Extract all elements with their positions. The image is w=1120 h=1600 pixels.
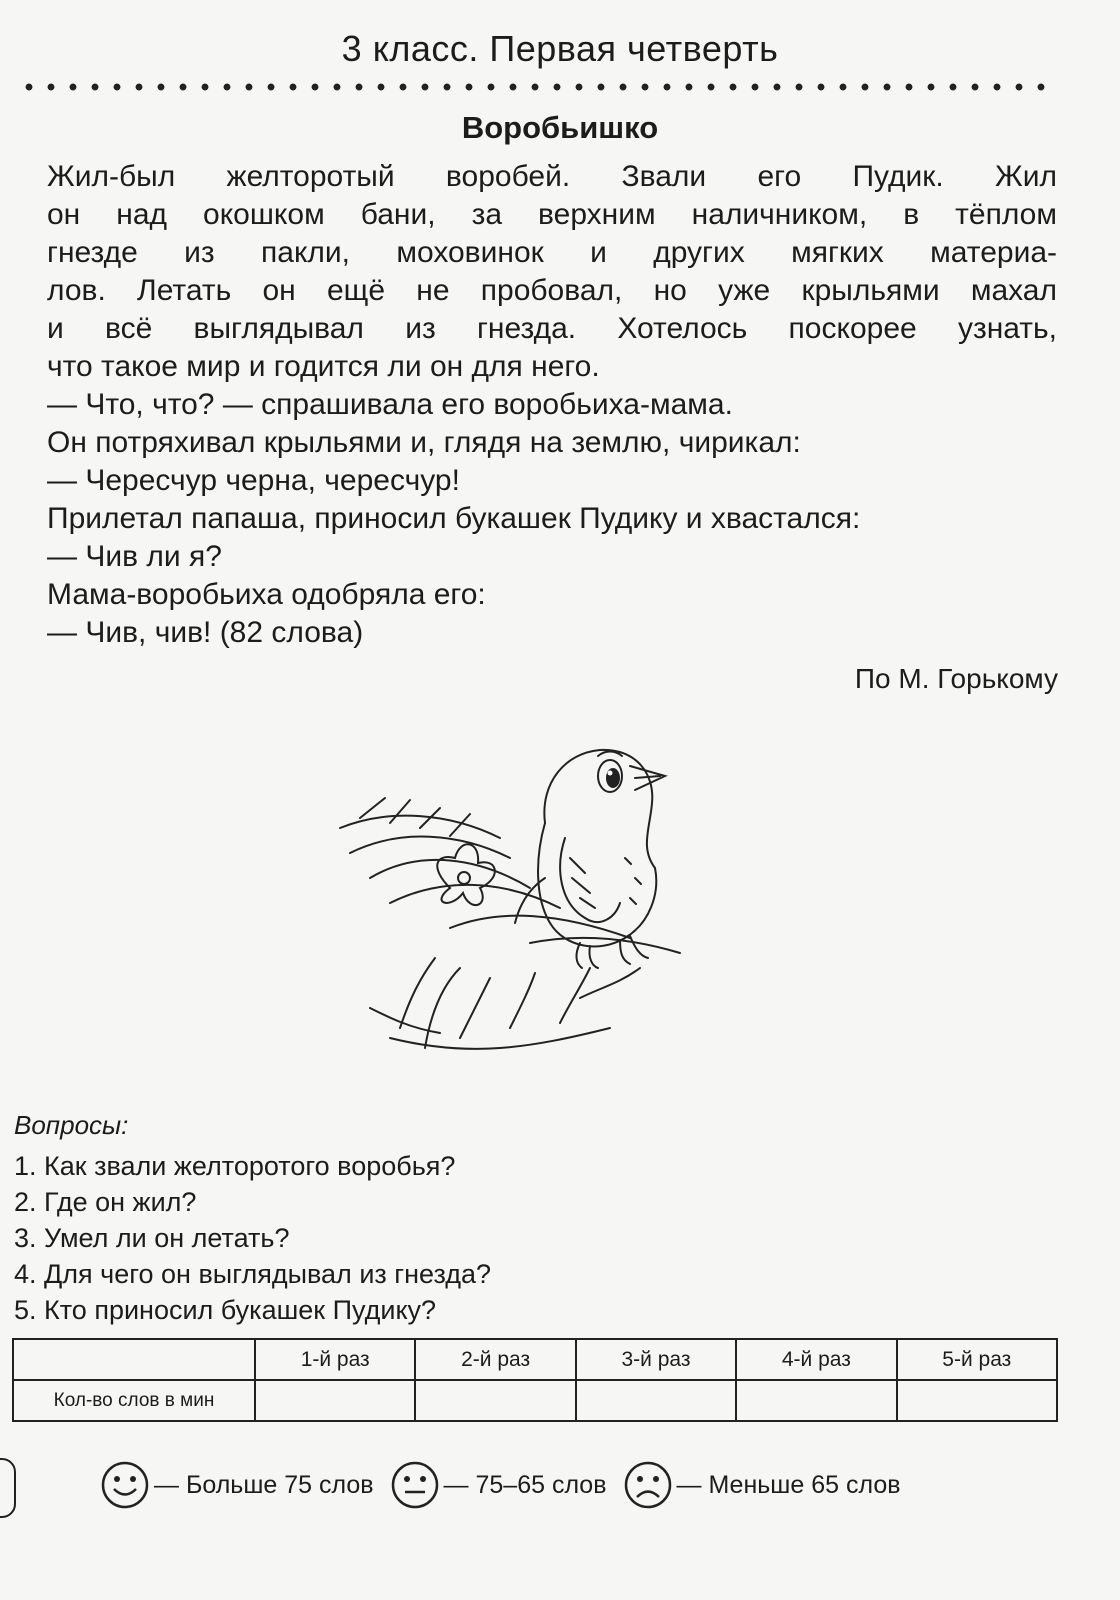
table-header-cell: 3-й раз	[576, 1339, 736, 1380]
story-line: гнезде из пакли, моховинок и других мягких материа-	[47, 236, 1057, 269]
questions-list	[14, 1148, 491, 1328]
sparrow-illustration	[330, 728, 730, 1073]
words-per-minute-cell[interactable]	[897, 1380, 1057, 1421]
story-line: лов. Летать он ещё не пробовал, но уже крыльями махал	[47, 274, 1057, 307]
question-item: 1. Как звали желторотого воробья?	[14, 1151, 456, 1181]
story-line: — Чив, чив! (82 слова)	[47, 616, 364, 649]
table-header-cell: 1-й раз	[255, 1339, 415, 1380]
table-header-cell: 4-й раз	[736, 1339, 896, 1380]
table-header-cell: 2-й раз	[415, 1339, 575, 1380]
page-edge-mark	[0, 1458, 16, 1518]
words-per-minute-cell[interactable]	[415, 1380, 575, 1421]
story-line: — Чересчур черна, чересчур!	[47, 464, 460, 497]
story-line: что такое мир и годится ли он для него.	[47, 350, 600, 383]
story-title: Воробьишко	[461, 110, 659, 145]
reading-speed-table	[12, 1338, 1058, 1422]
rating-legend	[100, 1460, 917, 1510]
legend-item	[623, 1460, 901, 1510]
words-per-minute-cell[interactable]	[736, 1380, 896, 1421]
story-line: Он потряхивал крыльями и, глядя на землю, чирикал:	[47, 426, 801, 459]
question-item: 2. Где он жил?	[14, 1187, 197, 1217]
legend-item	[390, 1460, 607, 1510]
story-line: — Чив ли я?	[47, 540, 222, 573]
story-text	[47, 158, 1057, 652]
story-line: Мама-воробьиха одобряла его:	[47, 578, 486, 611]
question-item: 4. Для чего он выглядывал из гнезда?	[14, 1259, 492, 1289]
smile-face-icon	[100, 1460, 150, 1510]
neutral-face-icon	[390, 1460, 440, 1510]
story-line: и всё выглядывал из гнезда. Хотелось поскорее узнать,	[47, 312, 1057, 345]
legend-item	[100, 1460, 374, 1510]
legend-text: — 75–65 слов	[443, 1470, 607, 1499]
legend-text: — Больше 75 слов	[154, 1470, 374, 1499]
story-author: По М. Горькому	[854, 663, 1058, 694]
questions-heading: Вопросы:	[14, 1110, 129, 1140]
legend-text: — Меньше 65 слов	[676, 1470, 901, 1499]
words-per-minute-cell[interactable]	[576, 1380, 736, 1421]
table-header-cell: 5-й раз	[897, 1339, 1057, 1380]
question-item: 5. Кто приносил букашек Пудику?	[14, 1295, 437, 1325]
table-header-row	[13, 1339, 1057, 1380]
story-line: — Что, что? — спрашивала его воробьиха-мама.	[47, 388, 733, 421]
story-line: Прилетал папаша, приносил букашек Пудику и хвастался:	[47, 502, 861, 535]
sad-face-icon	[623, 1460, 673, 1510]
row-label-cell: Кол-во слов в мин	[13, 1380, 255, 1421]
table-row	[13, 1380, 1057, 1421]
dotted-divider	[18, 80, 1056, 94]
words-per-minute-cell[interactable]	[255, 1380, 415, 1421]
question-item: 3. Умел ли он летать?	[14, 1223, 290, 1253]
story-line: Жил-был желторотый воробей. Звали его Пудик. Жил	[47, 160, 1057, 193]
table-header-cell	[13, 1339, 255, 1380]
story-line: он над окошком бани, за верхним наличником, в тёплом	[47, 198, 1057, 231]
page-header: 3 класс. Первая четверть	[341, 28, 779, 69]
